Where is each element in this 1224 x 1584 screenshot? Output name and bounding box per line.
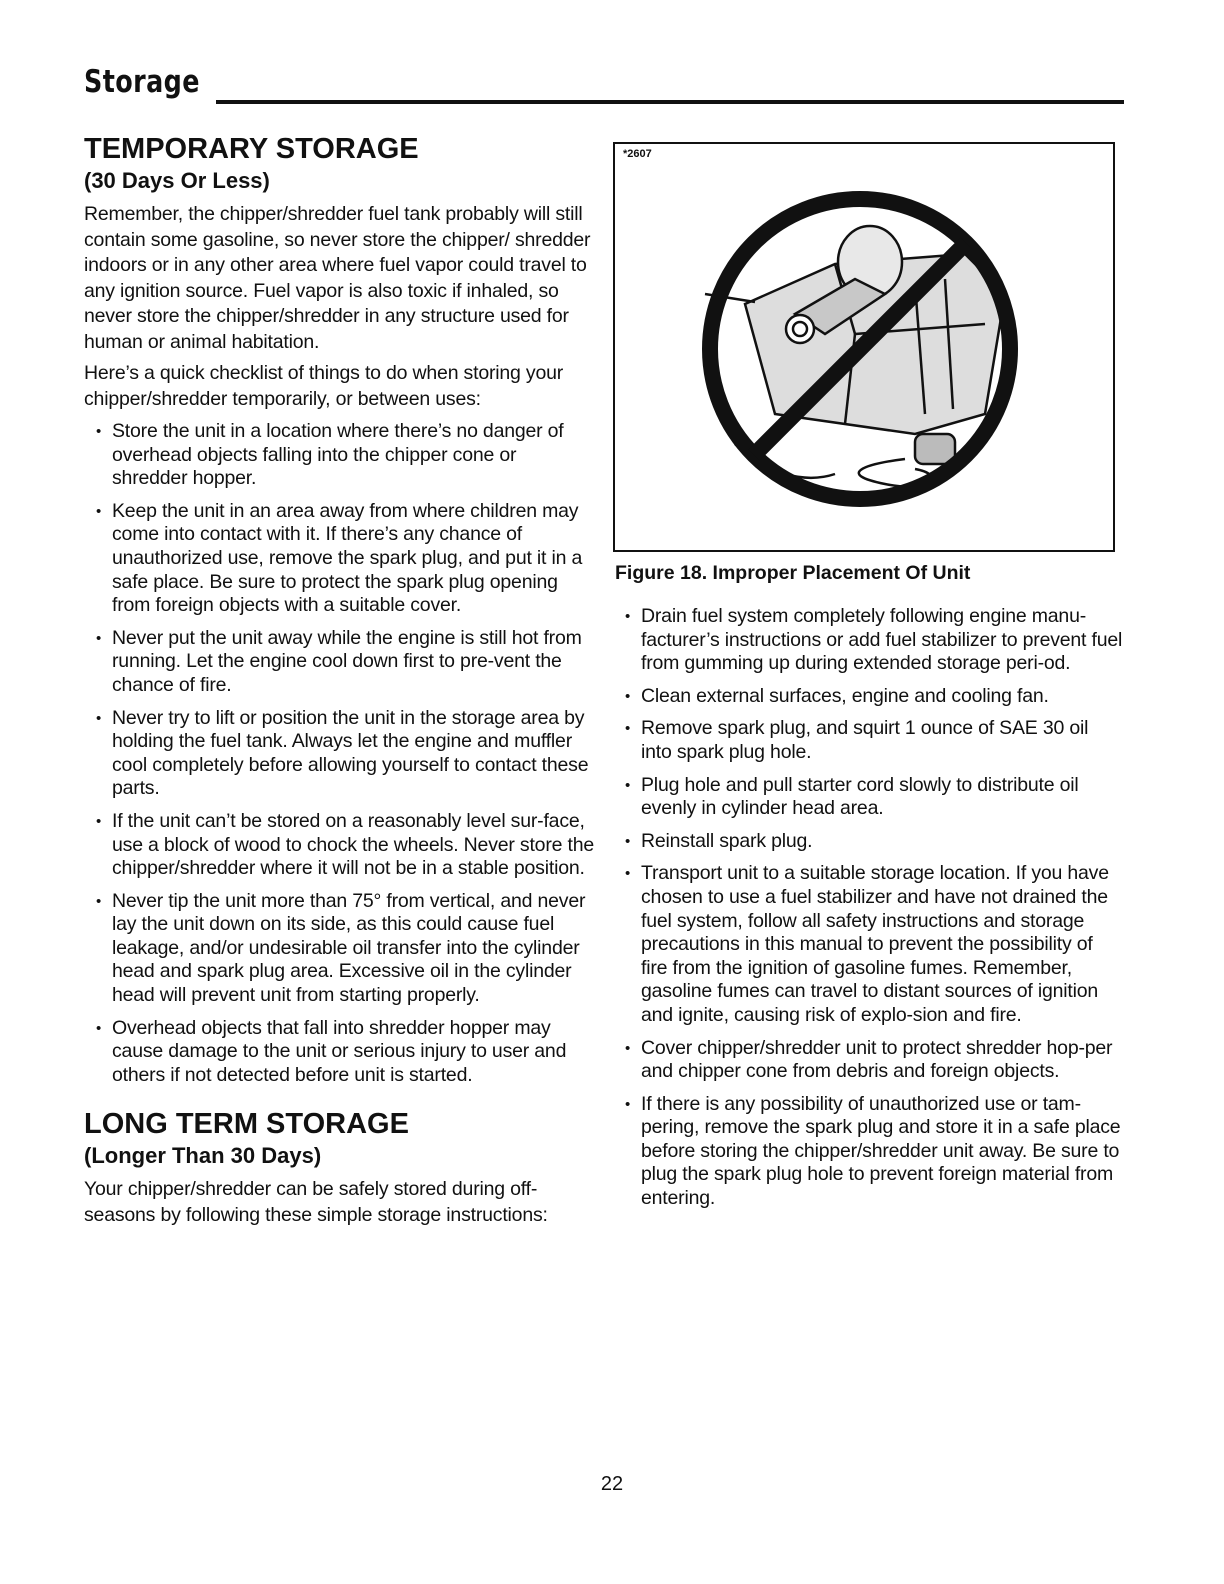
prohibition-icon (685, 184, 1055, 514)
list-item: • Overhead objects that fall into shredder hopper may cause damage to the unit or serious injury to user and others if not detected before unit is started. (84, 1017, 594, 1088)
list-item: • If the unit can’t be stored on a reasonably level sur-face, use a block of wood to chock the wheels. Never store the chipper/shredder where it will not be in a stable position. (84, 810, 594, 881)
list-item: • Keep the unit in an area away from where children may come into contact with it. If there’s any chance of unauthorized use, remove the spark plug, and put it in a safe place. Be sure to protect the spark plug opening from foreign objects with a suitable cover. (84, 500, 594, 618)
list-item: • Never tip the unit more than 75° from vertical, and never lay the unit down on its side, as this could cause fuel leakage, and/or undesirable oil transfer into the cylinder head and spark plug area. Excessive oil in the cylinder head will prevent unit from starting properly. (84, 890, 594, 1008)
list-item: • Plug hole and pull starter cord slowly to distribute oil evenly in cylinder head area. (613, 774, 1123, 821)
long-term-storage-subtitle: (Longer Than 30 Days) (84, 1143, 322, 1169)
page-header (84, 60, 1124, 110)
temporary-intro-paragraph: Remember, the chipper/shredder fuel tank probably will still contain some gasoline, so never store the chipper/ shredder indoors or in any other area where fuel vapor could travel to any ignition source. Fuel vapor is also toxic if inhaled, so never store the chipper/shredder in any structure used for human or animal habitation. (84, 203, 591, 353)
left-column (84, 132, 594, 1234)
list-item: • Cover chipper/shredder unit to protect shredder hop-per and chipper cone from debris and foreign objects. (613, 1037, 1123, 1084)
long-term-checklist (613, 605, 1123, 1211)
list-item: • Reinstall spark plug. (613, 830, 1123, 854)
list-item: • Never try to lift or position the unit in the storage area by holding the fuel tank. Always let the engine and muffler cool completely before allowing yourself to contact these parts. (84, 707, 594, 801)
list-item: • Store the unit in a location where there’s no danger of overhead objects falling into the chipper cone or shredder hopper. (84, 420, 594, 491)
list-item: • Never put the unit away while the engine is still hot from running. Let the engine cool down first to pre-vent the chance of fire. (84, 627, 594, 698)
temporary-checklist (84, 420, 594, 1087)
page-number: 22 (600, 1473, 624, 1495)
list-item: • Clean external surfaces, engine and cooling fan. (613, 685, 1123, 709)
section-header-title: Storage (84, 64, 200, 100)
right-column (613, 142, 1123, 1220)
long-term-storage-title: LONG TERM STORAGE (84, 1108, 409, 1141)
figure-caption: Figure 18. Improper Placement Of Unit (615, 562, 971, 584)
figure-id: *2607 (623, 148, 652, 160)
list-item: • If there is any possibility of unauthorized use or tam-pering, remove the spark plug and store it in a safe place before storing the chipper/shredder unit away. Be sure to plug the spark plug hole to prevent foreign material from entering. (613, 1093, 1123, 1211)
list-item: • Drain fuel system completely following engine manu-facturer’s instructions or add fuel stabilizer to prevent fuel from gumming up during extended storage peri-od. (613, 605, 1123, 676)
header-rule (216, 100, 1124, 104)
list-item: • Transport unit to a suitable storage location. If you have chosen to use a fuel stabilizer and have not drained the fuel system, follow all safety instructions and storage precautions in this manual to prevent the possibility of fire from the ignition of gasoline fumes. Remember, gasoline fumes can travel to distant sources of ignition and ignite, causing risk of explo-sion and fire. (613, 862, 1123, 1027)
list-item: • Remove spark plug, and squirt 1 ounce of SAE 30 oil into spark plug hole. (613, 717, 1123, 764)
temporary-storage-subtitle: (30 Days Or Less) (84, 168, 270, 193)
figure-frame (613, 142, 1115, 552)
temporary-checklist-paragraph: Here’s a quick checklist of things to do when storing your chipper/shredder temporarily, or between uses: (84, 362, 564, 410)
long-term-intro-paragraph: Your chipper/shredder can be safely stored during off-seasons by following these simple storage instructions: (84, 1178, 548, 1226)
temporary-storage-title: TEMPORARY STORAGE (84, 133, 419, 165)
